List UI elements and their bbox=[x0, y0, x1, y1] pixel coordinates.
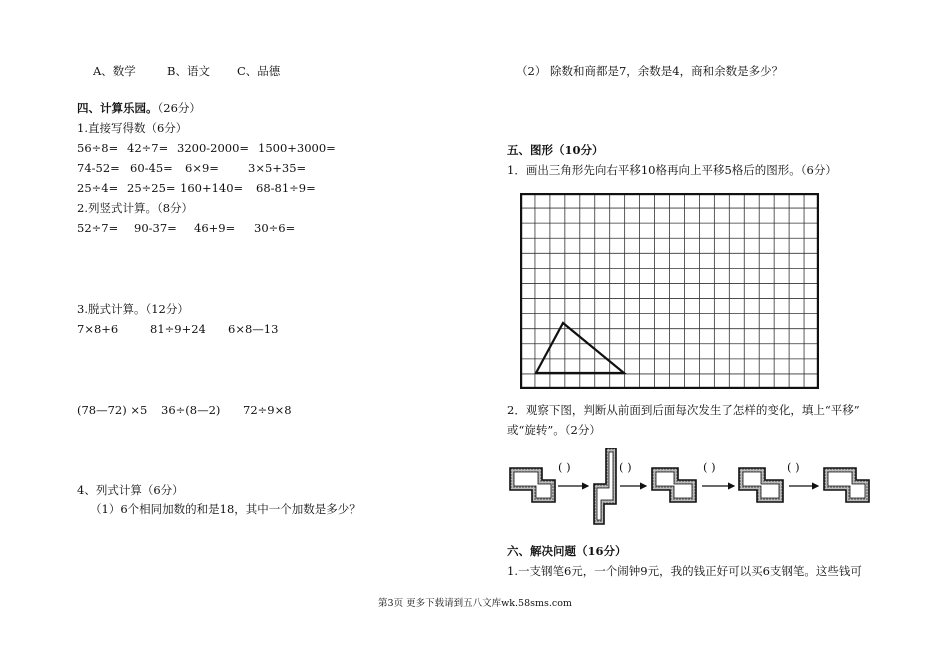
q3-item: (78—72) ×5 bbox=[77, 403, 148, 417]
q1-item: 1500+3000= bbox=[258, 141, 336, 155]
q3-title: 3.脱式计算。（12分） bbox=[77, 302, 189, 316]
q2-item: 46+9= bbox=[194, 221, 236, 235]
option-c: C、品德 bbox=[237, 64, 281, 78]
z-shape bbox=[739, 468, 783, 502]
answer-blank[interactable]: ( ) bbox=[558, 460, 571, 474]
option-b: B、语文 bbox=[167, 64, 210, 78]
q1-item: 3200-2000= bbox=[177, 141, 250, 155]
q3-item: 36÷(8—2) bbox=[161, 403, 221, 417]
answer-blank[interactable]: ( ) bbox=[787, 460, 800, 474]
q2-item: 90-37= bbox=[134, 221, 177, 235]
q3-item: 72÷9×8 bbox=[243, 403, 292, 417]
s6-q1: 1.一支钢笔6元，一个闹钟9元，我的钱正好可以买6支钢笔。这些钱可 bbox=[507, 564, 862, 578]
q2-item: 30÷6= bbox=[254, 221, 296, 235]
q1-title: 1.直接写得数（6分） bbox=[77, 121, 188, 135]
section6-title: 六、解决问题（16分） bbox=[507, 544, 627, 558]
drawing-grid bbox=[520, 193, 819, 389]
q2-item: 52÷7= bbox=[77, 221, 119, 235]
z-shape-rotated bbox=[594, 448, 616, 524]
q1-item: 74-52= bbox=[77, 161, 120, 175]
q3-item: 81÷9+24 bbox=[150, 322, 206, 336]
q1-item: 3×5+35= bbox=[248, 161, 307, 175]
s5-q2-line1: 2．观察下图，判断从前面到后面每次发生了怎样的变化，填上“平移” bbox=[507, 403, 860, 417]
q1-item: 42÷7= bbox=[127, 141, 169, 155]
q1-item: 56÷8= bbox=[77, 141, 119, 155]
q1-item: 68-81÷9= bbox=[256, 181, 316, 195]
z-shape bbox=[510, 468, 555, 502]
q2-title: 2.列竖式计算。（8分） bbox=[77, 201, 194, 215]
q1-item: 25÷25= bbox=[127, 181, 176, 195]
z-shape bbox=[824, 468, 869, 502]
section4-score: （26分） bbox=[157, 101, 201, 115]
q4-1: （1）6个相同加数的和是18，其中一个加数是多少？ bbox=[90, 502, 361, 516]
q4-2: （2） 除数和商都是7，余数是4，商和余数是多少？ bbox=[516, 64, 784, 78]
s5-q2-line2: 或“旋转”。（2分） bbox=[507, 423, 601, 437]
section4-title: 四、计算乐园。 bbox=[77, 101, 158, 115]
page-footer: 第3页 更多下载请到五八文库wk.58sms.com bbox=[378, 598, 572, 609]
q1-item: 160+140= bbox=[180, 181, 244, 195]
answer-blank[interactable]: ( ) bbox=[619, 460, 632, 474]
q3-item: 7×8+6 bbox=[77, 322, 119, 336]
q1-item: 6×9= bbox=[185, 161, 219, 175]
section5-title: 五、图形（10分） bbox=[507, 143, 604, 157]
q1-item: 25÷4= bbox=[77, 181, 119, 195]
q4-title: 4、列式计算（6分） bbox=[77, 483, 184, 497]
q3-item: 6×8—13 bbox=[228, 322, 279, 336]
z-shape bbox=[652, 468, 696, 502]
s5-q1: 1．画出三角形先向右平移10格再向上平移5格后的图形。（6分） bbox=[507, 163, 837, 177]
answer-blank[interactable]: ( ) bbox=[703, 460, 716, 474]
section4-heading bbox=[77, 101, 201, 115]
q1-item: 60-45= bbox=[130, 161, 173, 175]
option-a: A、数学 bbox=[93, 64, 136, 78]
